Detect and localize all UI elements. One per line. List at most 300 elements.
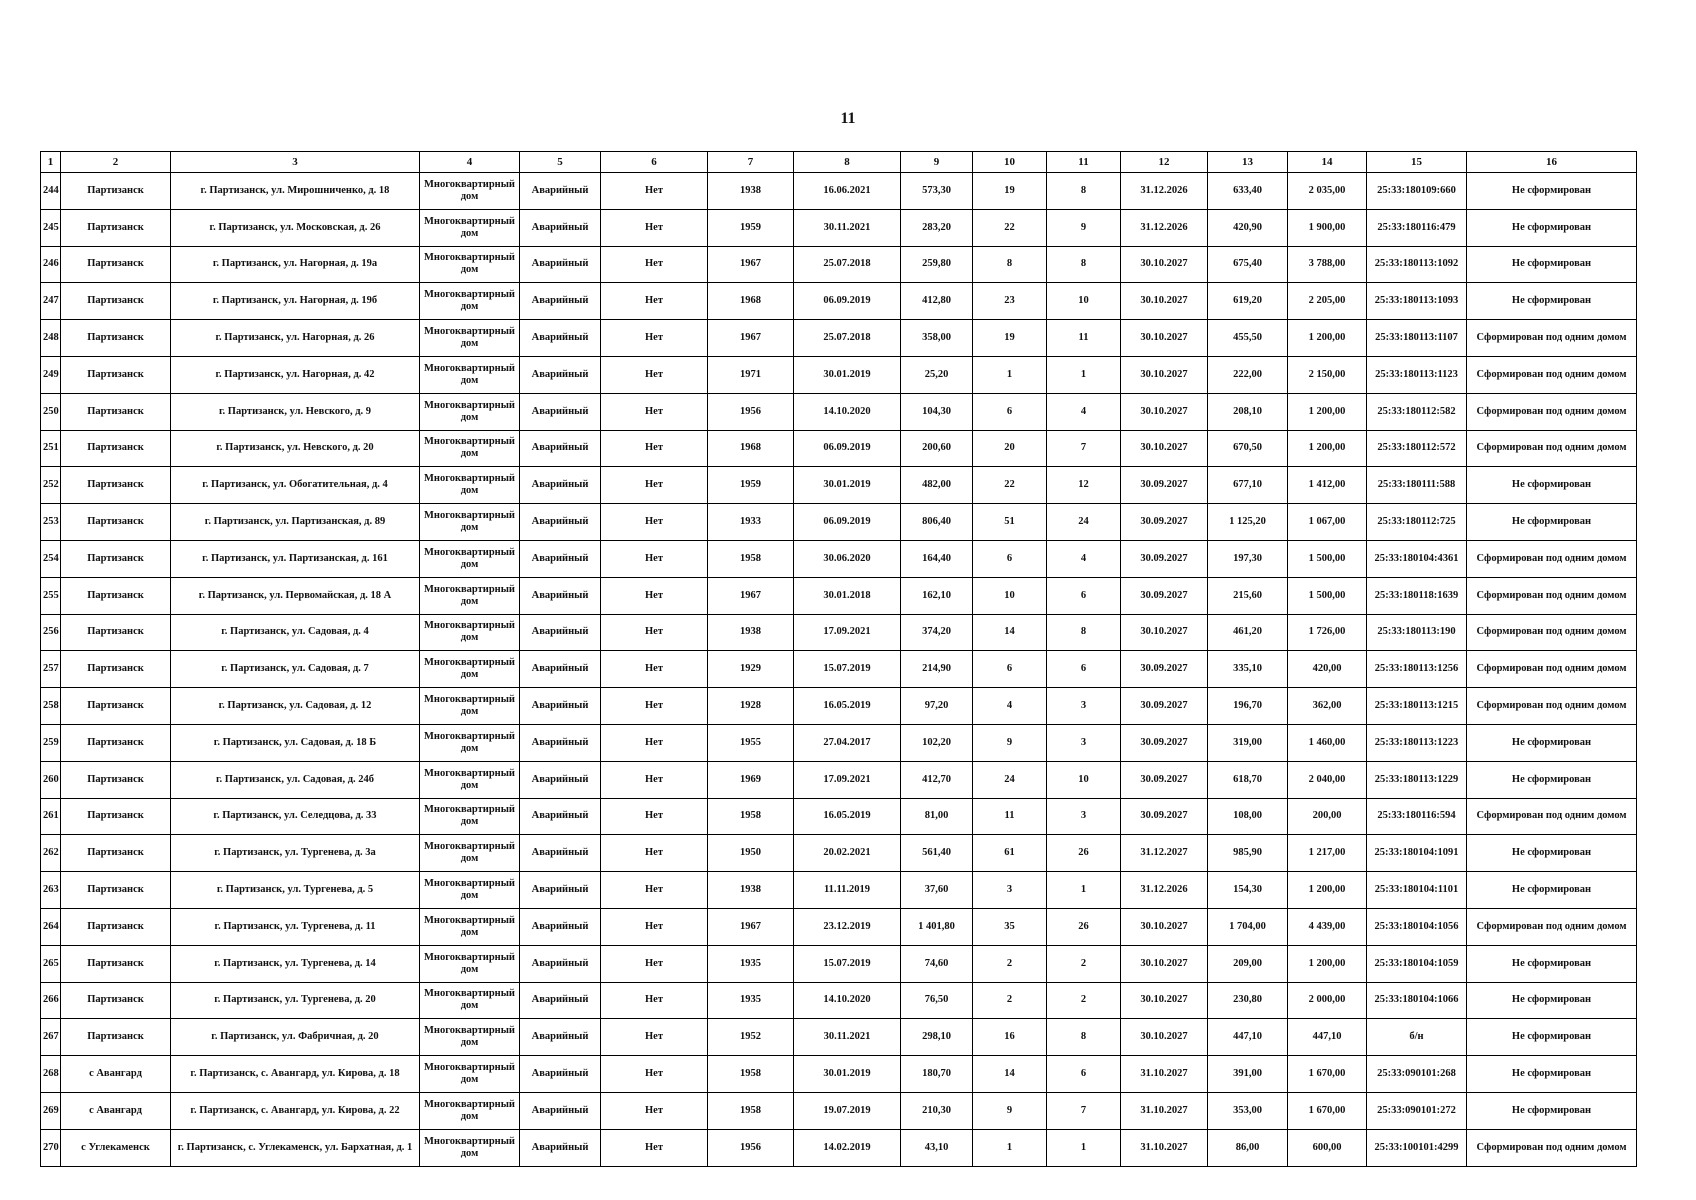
apartments-count-cell: 6 xyxy=(1047,577,1121,614)
residents-count-cell: 35 xyxy=(973,908,1047,945)
table-row xyxy=(41,1092,1637,1129)
cadastral-number-cell: 25:33:180111:588 xyxy=(1367,467,1467,504)
reconstruction-plan-cell: Нет xyxy=(601,1019,708,1056)
living-area-cell: 561,40 xyxy=(901,835,973,872)
build-year-cell: 1929 xyxy=(708,651,794,688)
living-area-cell: 200,60 xyxy=(901,430,973,467)
address-cell: г. Партизанск, ул. Мирошниченко, д. 18 xyxy=(171,173,420,210)
land-status-cell: Не сформирован xyxy=(1467,504,1637,541)
condition-cell: Аварийный xyxy=(520,393,601,430)
building-type-cell: Многоквартирный дом xyxy=(420,173,520,210)
apartments-count-cell: 8 xyxy=(1047,246,1121,283)
decision-date-cell: 06.09.2019 xyxy=(794,504,901,541)
row-number-cell: 270 xyxy=(41,1129,61,1166)
municipality-cell: Партизанск xyxy=(61,982,171,1019)
build-year-cell: 1955 xyxy=(708,724,794,761)
living-area-cell: 37,60 xyxy=(901,872,973,909)
col-header: 2 xyxy=(61,152,171,173)
row-number-cell: 251 xyxy=(41,430,61,467)
land-status-cell: Сформирован под одним домом xyxy=(1467,320,1637,357)
table-row xyxy=(41,945,1637,982)
reconstruction-plan-cell: Нет xyxy=(601,724,708,761)
decision-date-cell: 30.01.2019 xyxy=(794,1056,901,1093)
decision-date-cell: 30.01.2019 xyxy=(794,356,901,393)
build-year-cell: 1967 xyxy=(708,320,794,357)
living-area-cell: 412,70 xyxy=(901,761,973,798)
land-area-cell: 2 040,00 xyxy=(1288,761,1367,798)
apartments-count-cell: 1 xyxy=(1047,1129,1121,1166)
living-area-cell: 1 401,80 xyxy=(901,908,973,945)
total-area-cell: 215,60 xyxy=(1208,577,1288,614)
reconstruction-plan-cell: Нет xyxy=(601,393,708,430)
resettlement-deadline-cell: 30.10.2027 xyxy=(1121,430,1208,467)
land-area-cell: 1 500,00 xyxy=(1288,577,1367,614)
land-area-cell: 1 500,00 xyxy=(1288,540,1367,577)
resettlement-deadline-cell: 30.09.2027 xyxy=(1121,577,1208,614)
build-year-cell: 1956 xyxy=(708,393,794,430)
apartments-count-cell: 3 xyxy=(1047,724,1121,761)
condition-cell: Аварийный xyxy=(520,908,601,945)
land-status-cell: Не сформирован xyxy=(1467,283,1637,320)
decision-date-cell: 17.09.2021 xyxy=(794,761,901,798)
living-area-cell: 259,80 xyxy=(901,246,973,283)
apartments-count-cell: 2 xyxy=(1047,982,1121,1019)
apartments-count-cell: 3 xyxy=(1047,688,1121,725)
decision-date-cell: 14.10.2020 xyxy=(794,393,901,430)
resettlement-deadline-cell: 30.10.2027 xyxy=(1121,614,1208,651)
total-area-cell: 208,10 xyxy=(1208,393,1288,430)
resettlement-deadline-cell: 30.10.2027 xyxy=(1121,393,1208,430)
address-cell: г. Партизанск, ул. Нагорная, д. 26 xyxy=(171,320,420,357)
total-area-cell: 154,30 xyxy=(1208,872,1288,909)
build-year-cell: 1933 xyxy=(708,504,794,541)
living-area-cell: 162,10 xyxy=(901,577,973,614)
build-year-cell: 1958 xyxy=(708,1056,794,1093)
table-row xyxy=(41,540,1637,577)
col-header: 13 xyxy=(1208,152,1288,173)
municipality-cell: Партизанск xyxy=(61,908,171,945)
total-area-cell: 1 125,20 xyxy=(1208,504,1288,541)
row-number-cell: 262 xyxy=(41,835,61,872)
municipality-cell: Партизанск xyxy=(61,651,171,688)
decision-date-cell: 16.06.2021 xyxy=(794,173,901,210)
land-area-cell: 447,10 xyxy=(1288,1019,1367,1056)
total-area-cell: 353,00 xyxy=(1208,1092,1288,1129)
decision-date-cell: 15.07.2019 xyxy=(794,945,901,982)
building-type-cell: Многоквартирный дом xyxy=(420,246,520,283)
address-cell: г. Партизанск, ул. Селедцова, д. 33 xyxy=(171,798,420,835)
row-number-cell: 268 xyxy=(41,1056,61,1093)
table-body xyxy=(41,173,1637,1167)
residents-count-cell: 23 xyxy=(973,283,1047,320)
decision-date-cell: 30.06.2020 xyxy=(794,540,901,577)
total-area-cell: 455,50 xyxy=(1208,320,1288,357)
total-area-cell: 447,10 xyxy=(1208,1019,1288,1056)
municipality-cell: с Углекаменск xyxy=(61,1129,171,1166)
land-status-cell: Не сформирован xyxy=(1467,173,1637,210)
build-year-cell: 1958 xyxy=(708,798,794,835)
residents-count-cell: 22 xyxy=(973,467,1047,504)
residents-count-cell: 24 xyxy=(973,761,1047,798)
build-year-cell: 1938 xyxy=(708,614,794,651)
row-number-cell: 258 xyxy=(41,688,61,725)
reconstruction-plan-cell: Нет xyxy=(601,430,708,467)
decision-date-cell: 06.09.2019 xyxy=(794,283,901,320)
total-area-cell: 420,90 xyxy=(1208,209,1288,246)
total-area-cell: 197,30 xyxy=(1208,540,1288,577)
land-area-cell: 1 200,00 xyxy=(1288,393,1367,430)
table-row xyxy=(41,908,1637,945)
build-year-cell: 1935 xyxy=(708,982,794,1019)
residents-count-cell: 61 xyxy=(973,835,1047,872)
reconstruction-plan-cell: Нет xyxy=(601,798,708,835)
resettlement-deadline-cell: 30.10.2027 xyxy=(1121,945,1208,982)
residents-count-cell: 14 xyxy=(973,614,1047,651)
table-row xyxy=(41,1019,1637,1056)
municipality-cell: Партизанск xyxy=(61,356,171,393)
total-area-cell: 391,00 xyxy=(1208,1056,1288,1093)
municipality-cell: Партизанск xyxy=(61,504,171,541)
total-area-cell: 675,40 xyxy=(1208,246,1288,283)
living-area-cell: 164,40 xyxy=(901,540,973,577)
table-row xyxy=(41,614,1637,651)
land-area-cell: 200,00 xyxy=(1288,798,1367,835)
apartments-count-cell: 6 xyxy=(1047,651,1121,688)
living-area-cell: 104,30 xyxy=(901,393,973,430)
residents-count-cell: 1 xyxy=(973,356,1047,393)
cadastral-number-cell: 25:33:180112:572 xyxy=(1367,430,1467,467)
municipality-cell: Партизанск xyxy=(61,688,171,725)
total-area-cell: 222,00 xyxy=(1208,356,1288,393)
residents-count-cell: 9 xyxy=(973,1092,1047,1129)
resettlement-deadline-cell: 31.12.2026 xyxy=(1121,209,1208,246)
total-area-cell: 335,10 xyxy=(1208,651,1288,688)
building-type-cell: Многоквартирный дом xyxy=(420,724,520,761)
table-row xyxy=(41,173,1637,210)
build-year-cell: 1958 xyxy=(708,1092,794,1129)
municipality-cell: Партизанск xyxy=(61,430,171,467)
apartments-count-cell: 1 xyxy=(1047,356,1121,393)
residents-count-cell: 4 xyxy=(973,688,1047,725)
cadastral-number-cell: 25:33:180104:1101 xyxy=(1367,872,1467,909)
residents-count-cell: 9 xyxy=(973,724,1047,761)
municipality-cell: с Авангард xyxy=(61,1056,171,1093)
condition-cell: Аварийный xyxy=(520,504,601,541)
apartments-count-cell: 7 xyxy=(1047,1092,1121,1129)
cadastral-number-cell: 25:33:180113:190 xyxy=(1367,614,1467,651)
build-year-cell: 1958 xyxy=(708,540,794,577)
table-row xyxy=(41,430,1637,467)
building-type-cell: Многоквартирный дом xyxy=(420,1019,520,1056)
decision-date-cell: 25.07.2018 xyxy=(794,320,901,357)
cadastral-number-cell: 25:33:100101:4299 xyxy=(1367,1129,1467,1166)
living-area-cell: 210,30 xyxy=(901,1092,973,1129)
apartments-count-cell: 9 xyxy=(1047,209,1121,246)
municipality-cell: Партизанск xyxy=(61,540,171,577)
decision-date-cell: 06.09.2019 xyxy=(794,430,901,467)
reconstruction-plan-cell: Нет xyxy=(601,246,708,283)
apartments-count-cell: 10 xyxy=(1047,283,1121,320)
build-year-cell: 1968 xyxy=(708,430,794,467)
living-area-cell: 102,20 xyxy=(901,724,973,761)
land-status-cell: Не сформирован xyxy=(1467,724,1637,761)
col-header: 7 xyxy=(708,152,794,173)
municipality-cell: Партизанск xyxy=(61,393,171,430)
residents-count-cell: 1 xyxy=(973,1129,1047,1166)
reconstruction-plan-cell: Нет xyxy=(601,614,708,651)
municipality-cell: Партизанск xyxy=(61,577,171,614)
condition-cell: Аварийный xyxy=(520,1129,601,1166)
col-header: 10 xyxy=(973,152,1047,173)
municipality-cell: Партизанск xyxy=(61,798,171,835)
row-number-cell: 248 xyxy=(41,320,61,357)
reconstruction-plan-cell: Нет xyxy=(601,283,708,320)
decision-date-cell: 16.05.2019 xyxy=(794,798,901,835)
address-cell: г. Партизанск, ул. Московская, д. 26 xyxy=(171,209,420,246)
building-type-cell: Многоквартирный дом xyxy=(420,393,520,430)
municipality-cell: Партизанск xyxy=(61,246,171,283)
table-row xyxy=(41,283,1637,320)
total-area-cell: 230,80 xyxy=(1208,982,1288,1019)
address-cell: г. Партизанск, ул. Садовая, д. 24б xyxy=(171,761,420,798)
land-status-cell: Сформирован под одним домом xyxy=(1467,540,1637,577)
municipality-cell: Партизанск xyxy=(61,209,171,246)
land-status-cell: Сформирован под одним домом xyxy=(1467,798,1637,835)
address-cell: г. Партизанск, ул. Невского, д. 20 xyxy=(171,430,420,467)
build-year-cell: 1956 xyxy=(708,1129,794,1166)
residents-count-cell: 20 xyxy=(973,430,1047,467)
condition-cell: Аварийный xyxy=(520,688,601,725)
municipality-cell: Партизанск xyxy=(61,1019,171,1056)
municipality-cell: Партизанск xyxy=(61,724,171,761)
cadastral-number-cell: 25:33:180104:1091 xyxy=(1367,835,1467,872)
decision-date-cell: 16.05.2019 xyxy=(794,688,901,725)
row-number-cell: 244 xyxy=(41,173,61,210)
municipality-cell: Партизанск xyxy=(61,614,171,651)
reconstruction-plan-cell: Нет xyxy=(601,835,708,872)
building-type-cell: Многоквартирный дом xyxy=(420,945,520,982)
residents-count-cell: 19 xyxy=(973,173,1047,210)
land-area-cell: 1 200,00 xyxy=(1288,430,1367,467)
residents-count-cell: 10 xyxy=(973,577,1047,614)
land-area-cell: 2 000,00 xyxy=(1288,982,1367,1019)
municipality-cell: Партизанск xyxy=(61,173,171,210)
cadastral-number-cell: 25:33:090101:272 xyxy=(1367,1092,1467,1129)
apartments-count-cell: 4 xyxy=(1047,540,1121,577)
cadastral-number-cell: 25:33:090101:268 xyxy=(1367,1056,1467,1093)
row-number-cell: 264 xyxy=(41,908,61,945)
cadastral-number-cell: 25:33:180113:1123 xyxy=(1367,356,1467,393)
living-area-cell: 25,20 xyxy=(901,356,973,393)
total-area-cell: 1 704,00 xyxy=(1208,908,1288,945)
build-year-cell: 1950 xyxy=(708,835,794,872)
apartments-count-cell: 6 xyxy=(1047,1056,1121,1093)
residents-count-cell: 2 xyxy=(973,982,1047,1019)
building-type-cell: Многоквартирный дом xyxy=(420,761,520,798)
apartments-count-cell: 8 xyxy=(1047,1019,1121,1056)
row-number-cell: 245 xyxy=(41,209,61,246)
resettlement-deadline-cell: 31.10.2027 xyxy=(1121,1129,1208,1166)
address-cell: г. Партизанск, ул. Садовая, д. 4 xyxy=(171,614,420,651)
apartments-count-cell: 1 xyxy=(1047,872,1121,909)
living-area-cell: 81,00 xyxy=(901,798,973,835)
table-row xyxy=(41,982,1637,1019)
cadastral-number-cell: 25:33:180113:1223 xyxy=(1367,724,1467,761)
address-cell: г. Партизанск, ул. Нагорная, д. 19б xyxy=(171,283,420,320)
address-cell: г. Партизанск, ул. Партизанская, д. 89 xyxy=(171,504,420,541)
reconstruction-plan-cell: Нет xyxy=(601,209,708,246)
condition-cell: Аварийный xyxy=(520,982,601,1019)
resettlement-deadline-cell: 30.10.2027 xyxy=(1121,982,1208,1019)
reconstruction-plan-cell: Нет xyxy=(601,908,708,945)
condition-cell: Аварийный xyxy=(520,798,601,835)
building-type-cell: Многоквартирный дом xyxy=(420,1129,520,1166)
residents-count-cell: 19 xyxy=(973,320,1047,357)
residents-count-cell: 6 xyxy=(973,393,1047,430)
col-header: 8 xyxy=(794,152,901,173)
col-header: 12 xyxy=(1121,152,1208,173)
cadastral-number-cell: 25:33:180109:660 xyxy=(1367,173,1467,210)
build-year-cell: 1959 xyxy=(708,467,794,504)
apartments-count-cell: 26 xyxy=(1047,908,1121,945)
table-row xyxy=(41,1056,1637,1093)
condition-cell: Аварийный xyxy=(520,577,601,614)
building-type-cell: Многоквартирный дом xyxy=(420,688,520,725)
decision-date-cell: 30.01.2019 xyxy=(794,467,901,504)
col-header: 5 xyxy=(520,152,601,173)
land-status-cell: Сформирован под одним домом xyxy=(1467,614,1637,651)
reconstruction-plan-cell: Нет xyxy=(601,761,708,798)
table-row xyxy=(41,393,1637,430)
cadastral-number-cell: 25:33:180104:1059 xyxy=(1367,945,1467,982)
condition-cell: Аварийный xyxy=(520,246,601,283)
cadastral-number-cell: 25:33:180113:1229 xyxy=(1367,761,1467,798)
living-area-cell: 482,00 xyxy=(901,467,973,504)
decision-date-cell: 14.02.2019 xyxy=(794,1129,901,1166)
living-area-cell: 214,90 xyxy=(901,651,973,688)
reconstruction-plan-cell: Нет xyxy=(601,651,708,688)
land-status-cell: Не сформирован xyxy=(1467,246,1637,283)
land-status-cell: Не сформирован xyxy=(1467,761,1637,798)
condition-cell: Аварийный xyxy=(520,540,601,577)
total-area-cell: 319,00 xyxy=(1208,724,1288,761)
municipality-cell: с Авангард xyxy=(61,1092,171,1129)
land-status-cell: Не сформирован xyxy=(1467,467,1637,504)
land-status-cell: Не сформирован xyxy=(1467,872,1637,909)
resettlement-deadline-cell: 31.10.2027 xyxy=(1121,1056,1208,1093)
condition-cell: Аварийный xyxy=(520,651,601,688)
building-type-cell: Многоквартирный дом xyxy=(420,982,520,1019)
cadastral-number-cell: 25:33:180113:1256 xyxy=(1367,651,1467,688)
condition-cell: Аварийный xyxy=(520,209,601,246)
land-area-cell: 2 150,00 xyxy=(1288,356,1367,393)
land-status-cell: Сформирован под одним домом xyxy=(1467,393,1637,430)
reconstruction-plan-cell: Нет xyxy=(601,872,708,909)
apartments-count-cell: 7 xyxy=(1047,430,1121,467)
resettlement-deadline-cell: 30.09.2027 xyxy=(1121,688,1208,725)
building-type-cell: Многоквартирный дом xyxy=(420,540,520,577)
land-area-cell: 1 670,00 xyxy=(1288,1092,1367,1129)
resettlement-deadline-cell: 31.12.2026 xyxy=(1121,872,1208,909)
row-number-cell: 269 xyxy=(41,1092,61,1129)
build-year-cell: 1935 xyxy=(708,945,794,982)
decision-date-cell: 17.09.2021 xyxy=(794,614,901,651)
apartments-count-cell: 8 xyxy=(1047,173,1121,210)
living-area-cell: 76,50 xyxy=(901,982,973,1019)
total-area-cell: 633,40 xyxy=(1208,173,1288,210)
cadastral-number-cell: 25:33:180116:479 xyxy=(1367,209,1467,246)
building-type-cell: Многоквартирный дом xyxy=(420,467,520,504)
land-status-cell: Сформирован под одним домом xyxy=(1467,651,1637,688)
building-type-cell: Многоквартирный дом xyxy=(420,209,520,246)
address-cell: г. Партизанск, ул. Партизанская, д. 161 xyxy=(171,540,420,577)
building-type-cell: Многоквартирный дом xyxy=(420,872,520,909)
residents-count-cell: 6 xyxy=(973,651,1047,688)
condition-cell: Аварийный xyxy=(520,173,601,210)
address-cell: г. Партизанск, ул. Нагорная, д. 19а xyxy=(171,246,420,283)
row-number-cell: 263 xyxy=(41,872,61,909)
resettlement-deadline-cell: 30.09.2027 xyxy=(1121,651,1208,688)
land-status-cell: Не сформирован xyxy=(1467,982,1637,1019)
building-type-cell: Многоквартирный дом xyxy=(420,908,520,945)
build-year-cell: 1959 xyxy=(708,209,794,246)
land-area-cell: 3 788,00 xyxy=(1288,246,1367,283)
build-year-cell: 1967 xyxy=(708,577,794,614)
apartments-count-cell: 12 xyxy=(1047,467,1121,504)
land-area-cell: 2 205,00 xyxy=(1288,283,1367,320)
col-header: 4 xyxy=(420,152,520,173)
building-type-cell: Многоквартирный дом xyxy=(420,320,520,357)
cadastral-number-cell: 25:33:180112:582 xyxy=(1367,393,1467,430)
apartments-count-cell: 10 xyxy=(1047,761,1121,798)
living-area-cell: 43,10 xyxy=(901,1129,973,1166)
building-type-cell: Многоквартирный дом xyxy=(420,504,520,541)
municipality-cell: Партизанск xyxy=(61,872,171,909)
condition-cell: Аварийный xyxy=(520,467,601,504)
apartments-count-cell: 24 xyxy=(1047,504,1121,541)
resettlement-deadline-cell: 30.10.2027 xyxy=(1121,1019,1208,1056)
cadastral-number-cell: 25:33:180104:1066 xyxy=(1367,982,1467,1019)
land-status-cell: Сформирован под одним домом xyxy=(1467,908,1637,945)
reconstruction-plan-cell: Нет xyxy=(601,688,708,725)
address-cell: г. Партизанск, ул. Обогатительная, д. 4 xyxy=(171,467,420,504)
reconstruction-plan-cell: Нет xyxy=(601,1056,708,1093)
land-status-cell: Не сформирован xyxy=(1467,945,1637,982)
building-type-cell: Многоквартирный дом xyxy=(420,798,520,835)
total-area-cell: 209,00 xyxy=(1208,945,1288,982)
table-row xyxy=(41,688,1637,725)
municipality-cell: Партизанск xyxy=(61,320,171,357)
row-number-cell: 259 xyxy=(41,724,61,761)
living-area-cell: 74,60 xyxy=(901,945,973,982)
resettlement-deadline-cell: 30.09.2027 xyxy=(1121,798,1208,835)
col-header: 14 xyxy=(1288,152,1367,173)
cadastral-number-cell: 25:33:180104:1056 xyxy=(1367,908,1467,945)
address-cell: г. Партизанск, ул. Садовая, д. 18 Б xyxy=(171,724,420,761)
table-row xyxy=(41,504,1637,541)
address-cell: г. Партизанск, с. Углекаменск, ул. Бархатная, д. 1 xyxy=(171,1129,420,1166)
land-status-cell: Не сформирован xyxy=(1467,835,1637,872)
row-number-cell: 256 xyxy=(41,614,61,651)
apartments-count-cell: 8 xyxy=(1047,614,1121,651)
condition-cell: Аварийный xyxy=(520,430,601,467)
table-row xyxy=(41,724,1637,761)
cadastral-number-cell: б/н xyxy=(1367,1019,1467,1056)
reconstruction-plan-cell: Нет xyxy=(601,320,708,357)
residents-count-cell: 3 xyxy=(973,872,1047,909)
condition-cell: Аварийный xyxy=(520,1056,601,1093)
cadastral-number-cell: 25:33:180113:1093 xyxy=(1367,283,1467,320)
